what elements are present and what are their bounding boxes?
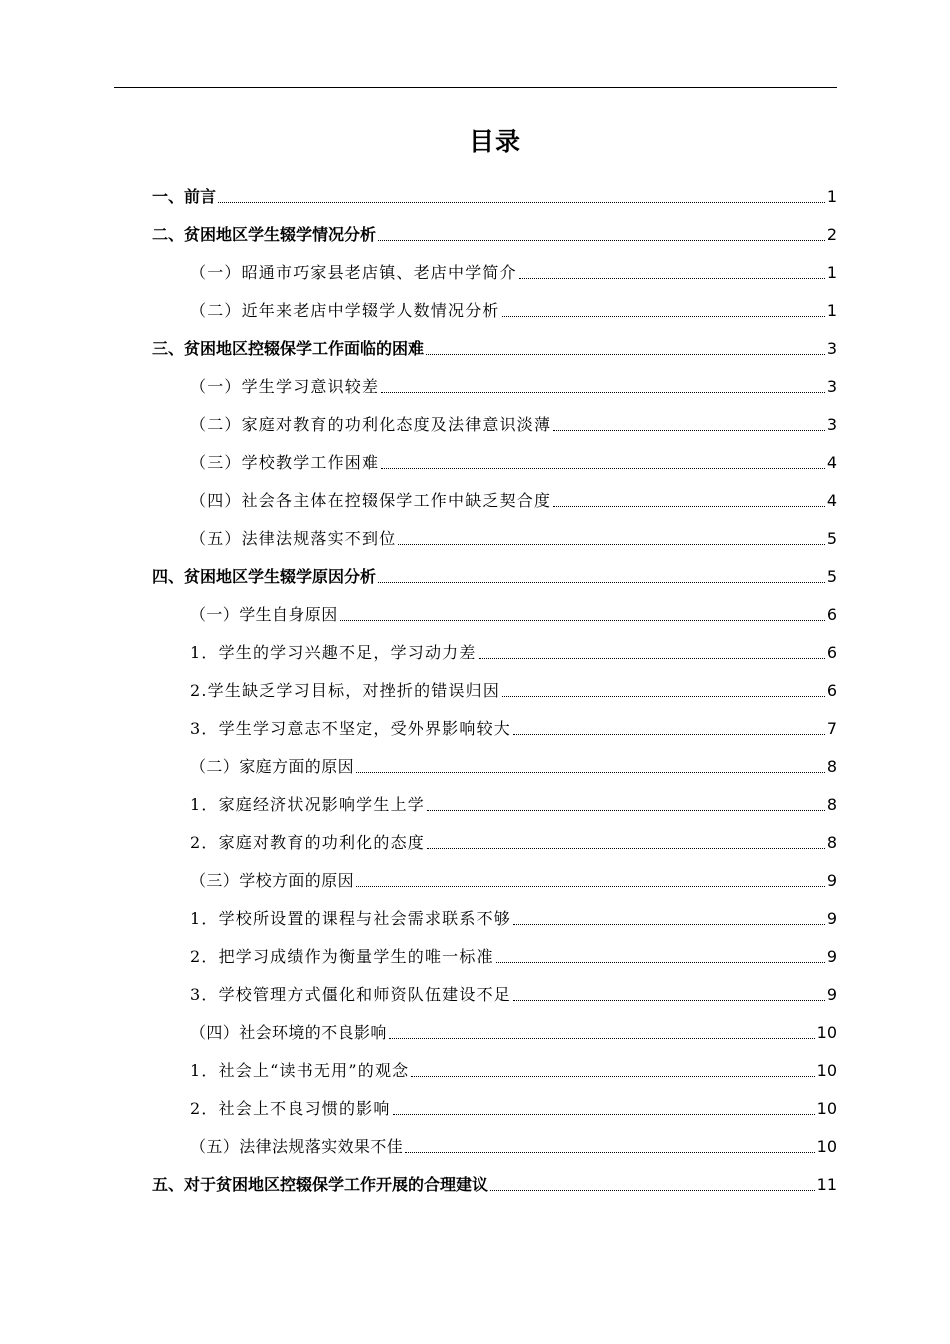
- toc-leader: [381, 392, 825, 393]
- toc-leader: [553, 430, 825, 431]
- toc-entry-page: 5: [826, 529, 837, 548]
- toc-entry[interactable]: [190, 674, 837, 702]
- toc-leader: [519, 278, 825, 279]
- toc-leader: [427, 848, 825, 849]
- toc-entry-page: 2: [826, 225, 837, 244]
- toc-entry-text: 2．把学习成绩作为衡量学生的唯一标准: [190, 947, 494, 966]
- toc-entry[interactable]: [190, 788, 837, 816]
- toc-entry[interactable]: [190, 864, 837, 892]
- toc-entry-page: 6: [826, 605, 837, 624]
- toc-entry[interactable]: [190, 712, 837, 740]
- toc-entry[interactable]: [190, 636, 837, 664]
- toc-entry[interactable]: [190, 370, 837, 398]
- toc-entry-text: （四）社会各主体在控辍保学工作中缺乏契合度: [190, 491, 552, 510]
- toc-entry[interactable]: [190, 978, 837, 1006]
- toc-entry-text: （二）近年来老店中学辍学人数情况分析: [190, 301, 500, 320]
- toc-entry-page: 1: [826, 263, 837, 282]
- toc-entry[interactable]: [190, 446, 837, 474]
- toc-entry-text: 二、贫困地区学生辍学情况分析: [152, 225, 377, 244]
- toc-leader: [356, 772, 825, 773]
- toc-entry-text: 1．家庭经济状况影响学生上学: [190, 795, 425, 814]
- toc-entry-page: 10: [816, 1137, 837, 1156]
- toc-entry[interactable]: [190, 902, 837, 930]
- toc-entry[interactable]: [190, 256, 837, 284]
- toc-leader: [513, 1000, 825, 1001]
- toc-entry-page: 10: [816, 1023, 837, 1042]
- toc-entry-text: 1．学生的学习兴趣不足，学习动力差: [190, 643, 477, 662]
- toc-entry-text: （五）法律法规落实不到位: [190, 529, 397, 548]
- toc-entry[interactable]: [152, 1168, 837, 1196]
- toc-entry[interactable]: [190, 750, 837, 778]
- toc-entry-page: 3: [826, 339, 837, 358]
- toc-entry-page: 10: [816, 1061, 837, 1080]
- toc-entry-page: 11: [816, 1175, 837, 1194]
- toc-entry-page: 9: [826, 985, 837, 1004]
- toc-leader: [340, 620, 825, 621]
- toc-leader: [502, 696, 825, 697]
- toc-entry-text: （一）昭通市巧家县老店镇、老店中学简介: [190, 263, 517, 282]
- toc-entry[interactable]: [152, 560, 837, 588]
- toc-entry-text: （一）学生学习意识较差: [190, 377, 380, 396]
- toc-leader: [356, 886, 825, 887]
- toc-entry[interactable]: [190, 484, 837, 512]
- header-rule: [114, 87, 837, 88]
- toc-leader: [389, 1038, 815, 1039]
- toc-entry-page: 10: [816, 1099, 837, 1118]
- toc-entry-text: 四、贫困地区学生辍学原因分析: [152, 567, 377, 586]
- toc-leader: [479, 658, 825, 659]
- toc-entry-text: 1．学校所设置的课程与社会需求联系不够: [190, 909, 511, 928]
- toc-entry[interactable]: [190, 522, 837, 550]
- toc-leader: [218, 202, 825, 203]
- toc-entry-page: 6: [826, 643, 837, 662]
- toc-entry-text: （四）社会环境的不良影响: [190, 1023, 387, 1042]
- toc-entry[interactable]: [152, 332, 837, 360]
- toc-leader: [378, 240, 825, 241]
- toc-entry-page: 1: [826, 301, 837, 320]
- toc-entry-page: 3: [826, 415, 837, 434]
- toc-entry-text: 1．社会上“读书无用”的观念: [190, 1061, 410, 1080]
- toc-entry-page: 4: [826, 491, 837, 510]
- toc-leader: [490, 1190, 815, 1191]
- toc-leader: [411, 1076, 814, 1077]
- toc-entry[interactable]: [190, 940, 837, 968]
- toc-entry-page: 9: [826, 947, 837, 966]
- toc-entry-page: 9: [826, 871, 837, 890]
- toc-entry-page: 5: [826, 567, 837, 586]
- toc-entry-text: 3．学生学习意志不坚定，受外界影响较大: [190, 719, 511, 738]
- toc-entry[interactable]: [190, 1016, 837, 1044]
- toc-entry-page: 1: [826, 187, 837, 206]
- toc-entry[interactable]: [190, 1054, 837, 1082]
- toc-leader: [502, 316, 825, 317]
- toc-title: 目录: [468, 127, 521, 156]
- toc-entry-page: 8: [826, 833, 837, 852]
- toc-entry-text: （三）学校方面的原因: [190, 871, 355, 890]
- toc-entry-page: 4: [826, 453, 837, 472]
- toc-entry-page: 9: [826, 909, 837, 928]
- toc-entry[interactable]: [190, 1130, 837, 1158]
- toc-entry-text: （一）学生自身原因: [190, 605, 338, 624]
- toc-entry[interactable]: [190, 1092, 837, 1120]
- toc-entry-text: （二）家庭方面的原因: [190, 757, 355, 776]
- toc-entry-text: 2.学生缺乏学习目标，对挫折的错误归因: [190, 681, 501, 700]
- toc-entry-page: 3: [826, 377, 837, 396]
- toc-entry-text: （二）家庭对教育的功利化态度及法律意识淡薄: [190, 415, 552, 434]
- toc-entry[interactable]: [190, 826, 837, 854]
- toc-entry-page: 8: [826, 795, 837, 814]
- toc-leader: [513, 924, 825, 925]
- toc-entry-page: 8: [826, 757, 837, 776]
- toc-leader: [513, 734, 825, 735]
- toc-entry-page: 6: [826, 681, 837, 700]
- toc-entry-page: 7: [826, 719, 837, 738]
- toc-entry-text: （三）学校教学工作困难: [190, 453, 380, 472]
- toc-entry-text: 2．社会上不良习惯的影响: [190, 1099, 391, 1118]
- toc-leader: [553, 506, 825, 507]
- toc-entry-text: 一、前言: [152, 187, 217, 206]
- toc-entry[interactable]: [152, 218, 837, 246]
- toc-entry[interactable]: [190, 598, 837, 626]
- toc-leader: [405, 1152, 814, 1153]
- toc-entry-text: 五、对于贫困地区控辍保学工作开展的合理建议: [152, 1175, 489, 1194]
- toc-entry[interactable]: [152, 180, 837, 208]
- toc-leader: [398, 544, 824, 545]
- toc-leader: [426, 354, 825, 355]
- toc-leader: [427, 810, 825, 811]
- toc-entry-text: 2．家庭对教育的功利化的态度: [190, 833, 425, 852]
- toc-entry[interactable]: [190, 294, 837, 322]
- toc-leader: [378, 582, 825, 583]
- toc-leader: [381, 468, 825, 469]
- toc-entry[interactable]: [190, 408, 837, 436]
- toc-leader: [393, 1114, 815, 1115]
- toc-entry-text: 三、贫困地区控辍保学工作面临的困难: [152, 339, 425, 358]
- toc-entry-text: 3．学校管理方式僵化和师资队伍建设不足: [190, 985, 511, 1004]
- toc-entry-text: （五）法律法规落实效果不佳: [190, 1137, 404, 1156]
- toc-leader: [496, 962, 825, 963]
